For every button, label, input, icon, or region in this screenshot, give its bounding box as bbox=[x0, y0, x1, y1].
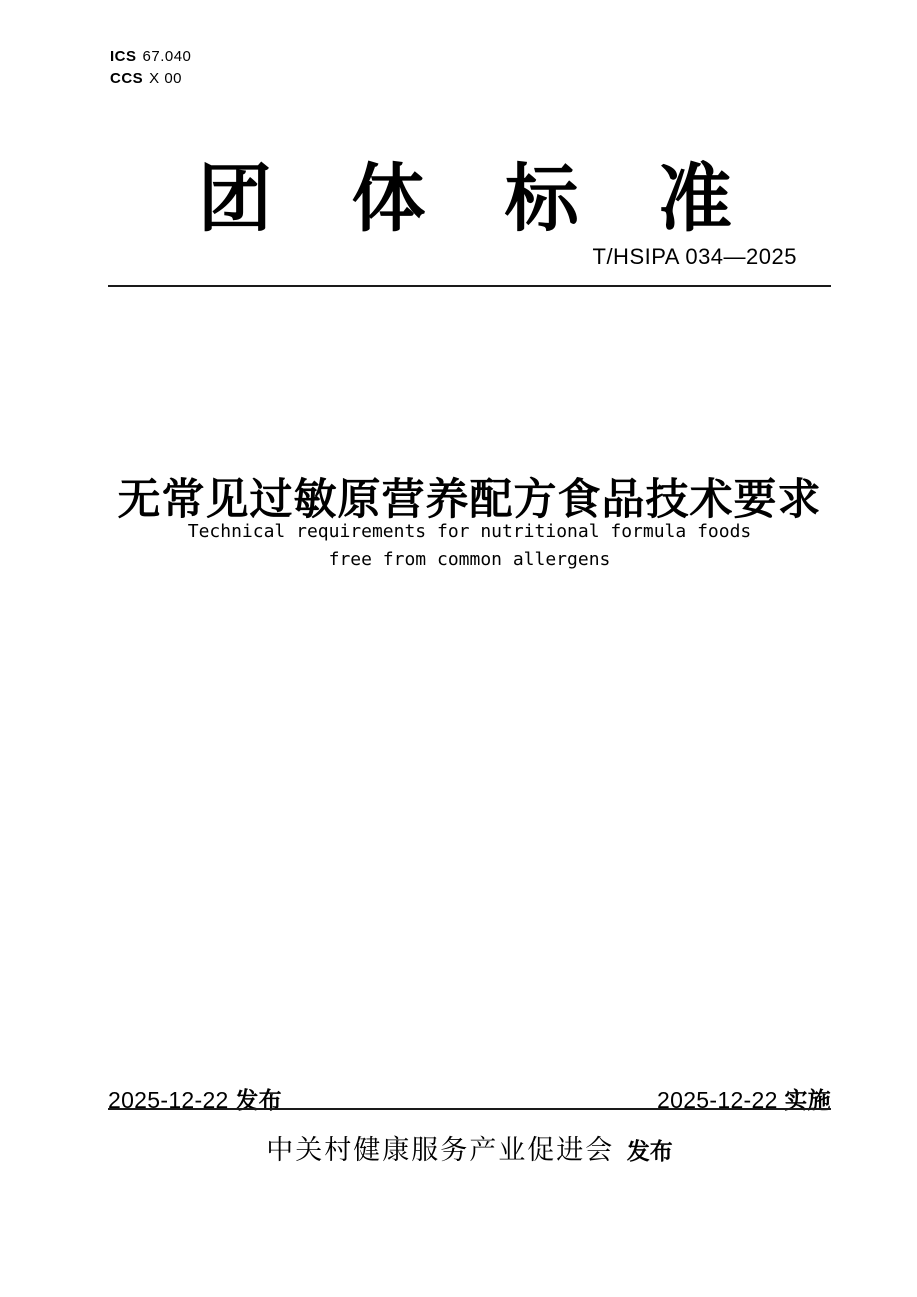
ccs-value: X 00 bbox=[149, 70, 183, 87]
implement-date bbox=[657, 1082, 831, 1115]
ics-value: 67.040 bbox=[142, 48, 192, 65]
standard-number: T/HSIPA 034—2025 bbox=[592, 244, 797, 269]
publisher-name: 中关村健康服务产业促进会 bbox=[266, 1135, 615, 1166]
implement-date-label: 实施 bbox=[784, 1087, 831, 1113]
publisher-action-label: 发布 bbox=[626, 1138, 673, 1164]
publisher-row bbox=[108, 1128, 831, 1167]
issue-date-value: 2025-12-22 bbox=[108, 1087, 229, 1113]
ccs-code bbox=[110, 68, 191, 90]
document-title-en bbox=[108, 518, 831, 574]
header-rule bbox=[108, 285, 831, 287]
standard-type-char: 标 bbox=[504, 157, 579, 240]
standard-type-char: 体 bbox=[351, 157, 426, 240]
standard-type-heading bbox=[198, 157, 732, 240]
ics-code bbox=[110, 46, 191, 68]
issue-date-label: 发布 bbox=[235, 1087, 282, 1113]
classification-codes bbox=[110, 46, 191, 90]
ics-label: ICS bbox=[110, 48, 137, 65]
standard-type-char: 团 bbox=[198, 157, 272, 240]
ccs-label: CCS bbox=[110, 70, 144, 87]
document-title-en-line1: Technical requirements for nutritional formula foods bbox=[187, 521, 752, 542]
issue-date bbox=[108, 1082, 282, 1115]
document-title-zh: 无常见过敏原营养配方食品技术要求 bbox=[117, 476, 822, 524]
standard-type-char: 准 bbox=[657, 157, 732, 240]
document-title-en-line2: free from common allergens bbox=[328, 549, 611, 570]
date-row bbox=[108, 1082, 831, 1115]
implement-date-value: 2025-12-22 bbox=[657, 1087, 778, 1113]
footer-rule bbox=[108, 1108, 831, 1110]
